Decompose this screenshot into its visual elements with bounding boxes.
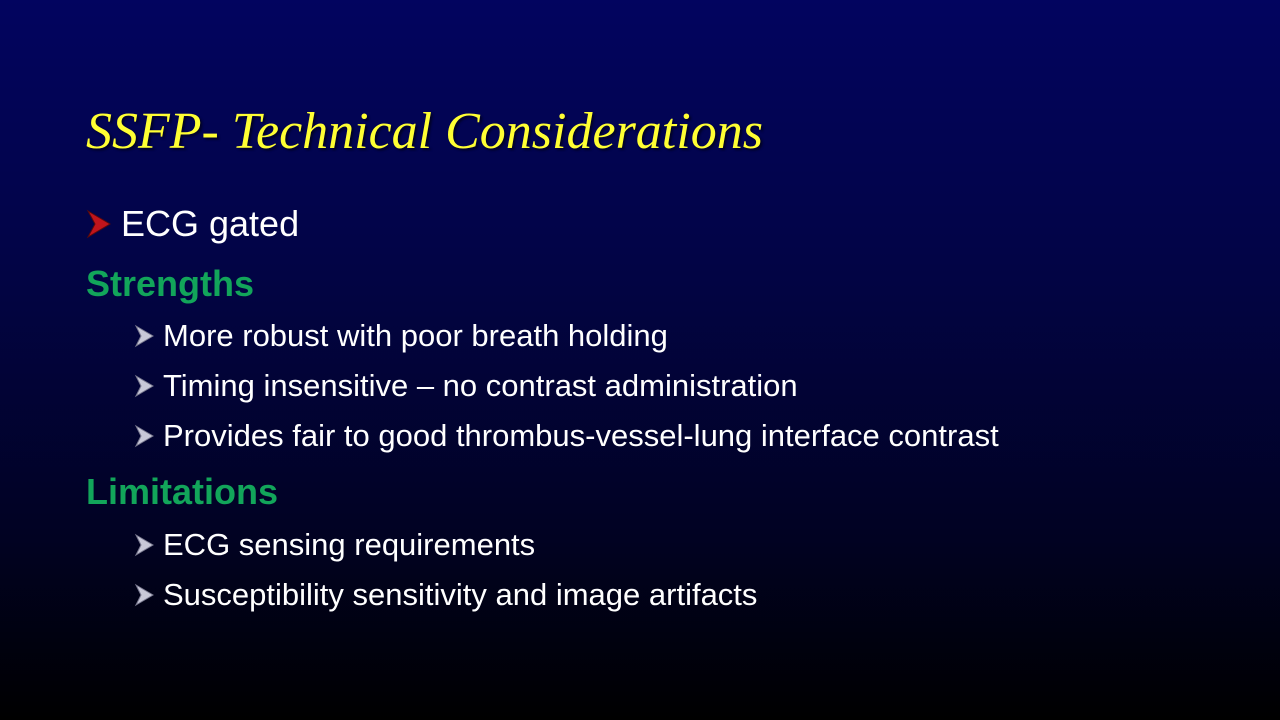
bullet-ecg-gated: [86, 202, 299, 246]
arrow-bullet-icon: [134, 530, 155, 560]
list-item: [134, 525, 535, 565]
list-item: [134, 575, 757, 615]
arrow-bullet-icon: [134, 371, 155, 401]
bullet-label: ECG gated: [121, 203, 300, 244]
strengths-heading: Strengths: [86, 263, 255, 304]
list-item-label: Provides fair to good thrombus-vessel-lung interface contrast: [163, 418, 999, 453]
list-item: [134, 316, 668, 356]
limitations-heading: Limitations: [86, 471, 279, 512]
list-item: [134, 366, 798, 406]
list-item-label: More robust with poor breath holding: [163, 318, 668, 353]
arrow-bullet-icon: [134, 321, 155, 351]
arrow-bullet-icon: [86, 206, 112, 242]
list-item-label: Timing insensitive – no contrast administration: [163, 368, 798, 403]
arrow-bullet-icon: [134, 421, 155, 451]
slide-title: SSFP- Technical Considerations: [86, 103, 763, 160]
list-item-label: Susceptibility sensitivity and image artifacts: [163, 577, 758, 612]
arrow-bullet-icon: [134, 580, 155, 610]
list-item-label: ECG sensing requirements: [163, 527, 536, 562]
list-item: [134, 416, 999, 456]
